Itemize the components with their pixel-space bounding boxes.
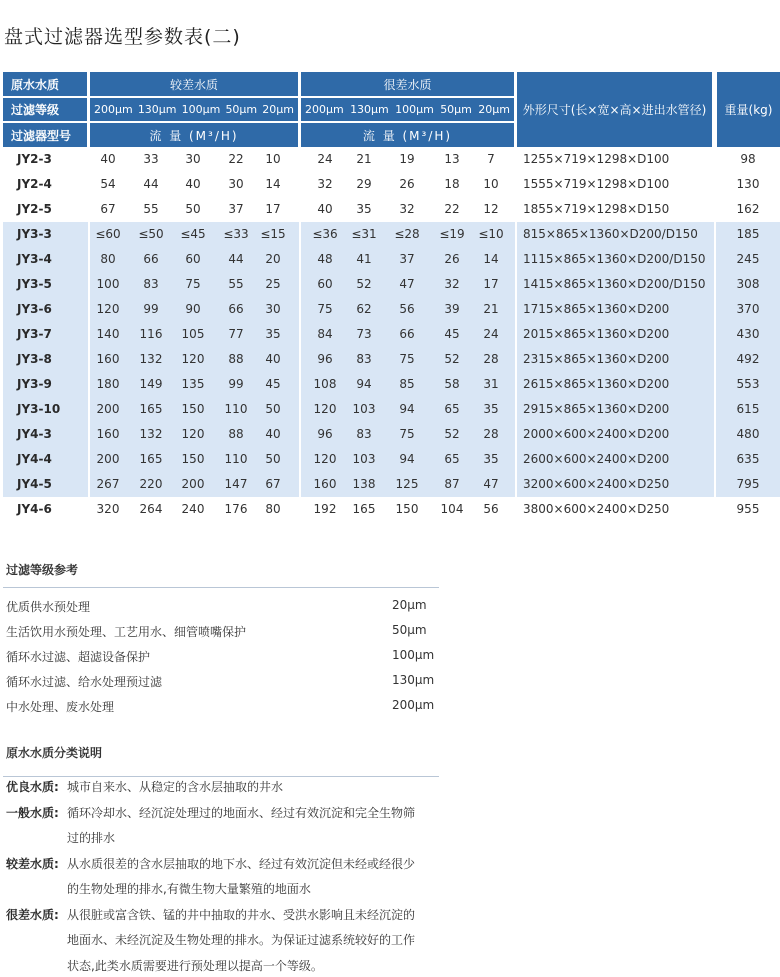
model-cell: JY4-5 bbox=[17, 477, 52, 491]
weight-cell: 162 bbox=[736, 202, 760, 216]
quality-description: 的生物处理的排水,有微生物大量繁殖的地面水 bbox=[67, 882, 311, 896]
poor-flow-cell: 150 bbox=[181, 452, 205, 466]
very-poor-flow-cell: 47 bbox=[399, 277, 415, 291]
poor-flow-cell: 17 bbox=[265, 202, 281, 216]
poor-flow-cell: 30 bbox=[185, 152, 201, 166]
very-poor-flow-cell: 104 bbox=[440, 502, 464, 516]
poor-flow-cell: 132 bbox=[139, 427, 163, 441]
weight-cell: 553 bbox=[736, 377, 760, 391]
poor-flow-cell: 110 bbox=[224, 452, 248, 466]
very-poor-flow-cell: 35 bbox=[483, 402, 499, 416]
poor-flow-cell: 35 bbox=[265, 327, 281, 341]
grade-label: 50μm bbox=[440, 103, 472, 116]
very-poor-flow-cell: 120 bbox=[313, 402, 337, 416]
water-quality-title: 原水水质分类说明 bbox=[6, 746, 103, 760]
poor-flow-cell: 88 bbox=[228, 427, 244, 441]
poor-flow-cell: 200 bbox=[96, 452, 120, 466]
model-cell: JY3-5 bbox=[17, 277, 52, 291]
header-weight: 重量(kg) bbox=[717, 72, 780, 147]
poor-flow-cell: 90 bbox=[185, 302, 201, 316]
very-poor-flow-cell: 160 bbox=[313, 477, 337, 491]
very-poor-flow-cell: 84 bbox=[317, 327, 333, 341]
reference-description: 优质供水预处理 bbox=[6, 600, 91, 614]
poor-flow-cell: 150 bbox=[181, 402, 205, 416]
very-poor-flow-cell: 21 bbox=[483, 302, 499, 316]
poor-flow-cell: ≤50 bbox=[138, 227, 164, 241]
poor-flow-cell: 110 bbox=[224, 402, 248, 416]
very-poor-flow-cell: 58 bbox=[444, 377, 460, 391]
very-poor-flow-cell: 65 bbox=[444, 452, 460, 466]
quality-item bbox=[6, 853, 59, 875]
very-poor-flow-cell: 75 bbox=[399, 352, 415, 366]
very-poor-flow-cell: 29 bbox=[356, 177, 372, 191]
very-poor-flow-cell: 138 bbox=[352, 477, 376, 491]
poor-flow-cell: 83 bbox=[143, 277, 159, 291]
model-cell: JY3-7 bbox=[17, 327, 52, 341]
page-title: 盘式过滤器选型参数表(二) bbox=[4, 26, 241, 48]
header-dimensions: 外形尺寸(长×宽×高×进出水管径) bbox=[517, 72, 712, 147]
poor-flow-cell: 88 bbox=[228, 352, 244, 366]
very-poor-flow-cell: 32 bbox=[399, 202, 415, 216]
very-poor-flow-cell: 103 bbox=[352, 452, 376, 466]
reference-grade: 100μm bbox=[392, 648, 435, 662]
table-row bbox=[3, 247, 780, 272]
model-cell: JY4-4 bbox=[17, 452, 52, 466]
very-poor-flow-cell: 28 bbox=[483, 352, 499, 366]
table-row bbox=[3, 372, 780, 397]
reference-description: 生活饮用水预处理、工艺用水、细管喷嘴保护 bbox=[6, 625, 247, 639]
table-row bbox=[3, 147, 780, 172]
very-poor-flow-cell: 21 bbox=[356, 152, 372, 166]
table-row bbox=[3, 222, 780, 247]
weight-cell: 245 bbox=[736, 252, 760, 266]
dimensions-cell: 2915×865×1360×D200 bbox=[523, 402, 670, 416]
poor-flow-cell: 40 bbox=[265, 427, 281, 441]
dimensions-cell: 1415×865×1360×D200/D150 bbox=[523, 277, 706, 291]
reference-grade: 130μm bbox=[392, 673, 435, 687]
reference-grade: 50μm bbox=[392, 623, 427, 637]
filter-reference-item bbox=[6, 648, 438, 670]
poor-flow-cell: 40 bbox=[100, 152, 116, 166]
grade-label: 130μm bbox=[137, 103, 177, 116]
poor-flow-cell: 25 bbox=[265, 277, 281, 291]
very-poor-flow-cell: 35 bbox=[356, 202, 372, 216]
poor-flow-cell: 132 bbox=[139, 352, 163, 366]
very-poor-flow-cell: 26 bbox=[399, 177, 415, 191]
quality-description: 状态,此类水质需要进行预处理以提高一个等级。 bbox=[67, 958, 323, 973]
table-row bbox=[3, 172, 780, 197]
poor-flow-cell: 30 bbox=[228, 177, 244, 191]
quality-label: 较差水质: bbox=[6, 856, 59, 871]
very-poor-flow-cell: 19 bbox=[399, 152, 415, 166]
poor-flow-cell: 320 bbox=[96, 502, 120, 516]
very-poor-flow-cell: 22 bbox=[444, 202, 460, 216]
table-row bbox=[3, 397, 780, 422]
model-cell: JY3-4 bbox=[17, 252, 52, 266]
dimensions-cell: 1715×865×1360×D200 bbox=[523, 302, 670, 316]
very-poor-flow-cell: 73 bbox=[356, 327, 372, 341]
poor-flow-cell: 240 bbox=[181, 502, 205, 516]
poor-flow-cell: ≤45 bbox=[180, 227, 206, 241]
poor-flow-cell: 50 bbox=[265, 402, 281, 416]
header-poor-flow: 流 量 (M³/H) bbox=[90, 123, 298, 147]
very-poor-flow-cell: 108 bbox=[313, 377, 337, 391]
grade-label: 100μm bbox=[395, 103, 434, 116]
poor-flow-cell: 55 bbox=[143, 202, 159, 216]
poor-flow-cell: 80 bbox=[100, 252, 116, 266]
poor-flow-cell: ≤60 bbox=[95, 227, 121, 241]
very-poor-flow-cell: 32 bbox=[317, 177, 333, 191]
poor-flow-cell: 160 bbox=[96, 427, 120, 441]
very-poor-flow-cell: 83 bbox=[356, 352, 372, 366]
selection-table bbox=[3, 72, 780, 524]
very-poor-flow-cell: 94 bbox=[399, 402, 415, 416]
dimensions-cell: 2615×865×1360×D200 bbox=[523, 377, 670, 391]
very-poor-flow-cell: 10 bbox=[483, 177, 499, 191]
poor-flow-cell: 149 bbox=[139, 377, 163, 391]
grade-label: 100μm bbox=[181, 103, 221, 116]
very-poor-flow-cell: 35 bbox=[483, 452, 499, 466]
reference-description: 循环水过滤、超滤设备保护 bbox=[6, 650, 151, 664]
poor-flow-cell: 30 bbox=[265, 302, 281, 316]
very-poor-flow-cell: 120 bbox=[313, 452, 337, 466]
dimensions-cell: 2315×865×1360×D200 bbox=[523, 352, 670, 366]
very-poor-flow-cell: 125 bbox=[395, 477, 419, 491]
model-cell: JY2-4 bbox=[17, 177, 52, 191]
quality-description: 从很脏或富含铁、锰的井中抽取的井水、受洪水影响且未经沉淀的 bbox=[67, 907, 416, 922]
poor-flow-cell: ≤15 bbox=[260, 227, 286, 241]
model-cell: JY2-3 bbox=[17, 152, 52, 166]
very-poor-flow-cell: 31 bbox=[483, 377, 499, 391]
poor-flow-cell: 60 bbox=[185, 252, 201, 266]
poor-flow-cell: 50 bbox=[185, 202, 201, 216]
very-poor-flow-cell: 52 bbox=[444, 427, 460, 441]
very-poor-flow-cell: 85 bbox=[399, 377, 415, 391]
very-poor-flow-cell: 14 bbox=[483, 252, 499, 266]
very-poor-flow-cell: 24 bbox=[483, 327, 499, 341]
very-poor-flow-cell: 24 bbox=[317, 152, 333, 166]
table-row bbox=[3, 197, 780, 222]
weight-cell: 480 bbox=[736, 427, 760, 441]
weight-cell: 308 bbox=[736, 277, 760, 291]
quality-item bbox=[6, 904, 59, 926]
quality-description: 地面水、未经沉淀及生物处理的排水。为保证过滤系统较好的工作 bbox=[67, 933, 416, 947]
very-poor-flow-cell: 48 bbox=[317, 252, 333, 266]
poor-flow-cell: 66 bbox=[228, 302, 244, 316]
poor-flow-cell: 165 bbox=[139, 402, 163, 416]
weight-cell: 635 bbox=[736, 452, 760, 466]
poor-flow-cell: 105 bbox=[181, 327, 205, 341]
reference-description: 循环水过滤、给水处理预过滤 bbox=[6, 675, 163, 689]
header-very-poor-quality: 很差水质 bbox=[301, 72, 514, 96]
very-poor-flow-cell: 103 bbox=[352, 402, 376, 416]
weight-cell: 130 bbox=[736, 177, 760, 191]
dimensions-cell: 2000×600×2400×D200 bbox=[523, 427, 670, 441]
very-poor-flow-cell: 192 bbox=[313, 502, 337, 516]
very-poor-flow-cell: ≤28 bbox=[394, 227, 420, 241]
very-poor-flow-cell: 41 bbox=[356, 252, 372, 266]
very-poor-flow-cell: 94 bbox=[399, 452, 415, 466]
poor-flow-cell: 55 bbox=[228, 277, 244, 291]
header-label-quality: 原水水质 bbox=[3, 72, 87, 96]
grade-label: 50μm bbox=[225, 103, 258, 116]
dimensions-cell: 2015×865×1360×D200 bbox=[523, 327, 670, 341]
poor-flow-cell: 99 bbox=[228, 377, 244, 391]
very-poor-flow-cell: 47 bbox=[483, 477, 499, 491]
header-very-poor-grades bbox=[301, 98, 514, 121]
model-cell: JY4-6 bbox=[17, 502, 52, 516]
grade-label: 20μm bbox=[262, 103, 294, 116]
poor-flow-cell: 66 bbox=[143, 252, 159, 266]
quality-item bbox=[6, 776, 59, 798]
poor-flow-cell: 264 bbox=[139, 502, 163, 516]
poor-flow-cell: 67 bbox=[100, 202, 116, 216]
very-poor-flow-cell: 75 bbox=[399, 427, 415, 441]
very-poor-flow-cell: 75 bbox=[317, 302, 333, 316]
table-row bbox=[3, 297, 780, 322]
grade-label: 20μm bbox=[478, 103, 510, 116]
quality-description: 循环冷却水、经沉淀处理过的地面水、经过有效沉淀和完全生物筛 bbox=[67, 805, 416, 820]
very-poor-flow-cell: 150 bbox=[395, 502, 419, 516]
quality-description: 城市自来水、从稳定的含水层抽取的井水 bbox=[67, 780, 284, 794]
poor-flow-cell: 44 bbox=[143, 177, 159, 191]
quality-item bbox=[6, 802, 59, 824]
header-label-grade: 过滤等级 bbox=[3, 98, 87, 121]
header-very-poor-flow: 流 量 (M³/H) bbox=[301, 123, 514, 147]
filter-reference-item bbox=[6, 623, 438, 645]
very-poor-flow-cell: ≤36 bbox=[312, 227, 338, 241]
poor-flow-cell: 100 bbox=[96, 277, 120, 291]
poor-flow-cell: 220 bbox=[139, 477, 163, 491]
dimensions-cell: 3200×600×2400×D250 bbox=[523, 477, 670, 491]
reference-grade: 20μm bbox=[392, 598, 427, 612]
table-row bbox=[3, 272, 780, 297]
poor-flow-cell: 147 bbox=[224, 477, 248, 491]
very-poor-flow-cell: 96 bbox=[317, 427, 333, 441]
very-poor-flow-cell: 56 bbox=[399, 302, 415, 316]
very-poor-flow-cell: 12 bbox=[483, 202, 499, 216]
very-poor-flow-cell: 39 bbox=[444, 302, 460, 316]
quality-description: 过的排水 bbox=[67, 831, 116, 845]
poor-flow-cell: 120 bbox=[181, 427, 205, 441]
poor-flow-cell: 80 bbox=[265, 502, 281, 516]
very-poor-flow-cell: 65 bbox=[444, 402, 460, 416]
weight-cell: 98 bbox=[740, 152, 756, 166]
grade-label: 200μm bbox=[305, 103, 344, 116]
dimensions-cell: 1255×719×1298×D100 bbox=[523, 152, 670, 166]
poor-flow-cell: 14 bbox=[265, 177, 281, 191]
very-poor-flow-cell: 52 bbox=[444, 352, 460, 366]
poor-flow-cell: 40 bbox=[265, 352, 281, 366]
poor-flow-cell: 135 bbox=[181, 377, 205, 391]
header-poor-quality: 较差水质 bbox=[90, 72, 298, 96]
poor-flow-cell: 140 bbox=[96, 327, 120, 341]
very-poor-flow-cell: 26 bbox=[444, 252, 460, 266]
poor-flow-cell: 165 bbox=[139, 452, 163, 466]
divider bbox=[3, 587, 439, 588]
model-cell: JY2-5 bbox=[17, 202, 52, 216]
poor-flow-cell: 10 bbox=[265, 152, 281, 166]
quality-label: 一般水质: bbox=[6, 805, 59, 820]
very-poor-flow-cell: 66 bbox=[399, 327, 415, 341]
dimensions-cell: 1855×719×1298×D150 bbox=[523, 202, 670, 216]
poor-flow-cell: 160 bbox=[96, 352, 120, 366]
poor-flow-cell: 54 bbox=[100, 177, 116, 191]
dimensions-cell: 3800×600×2400×D250 bbox=[523, 502, 670, 516]
very-poor-flow-cell: 18 bbox=[444, 177, 460, 191]
poor-flow-cell: 50 bbox=[265, 452, 281, 466]
reference-description: 中水处理、废水处理 bbox=[6, 700, 115, 714]
poor-flow-cell: 176 bbox=[224, 502, 248, 516]
table-row bbox=[3, 422, 780, 447]
header-label-model: 过滤器型号 bbox=[3, 123, 87, 147]
weight-cell: 430 bbox=[736, 327, 760, 341]
weight-cell: 795 bbox=[736, 477, 760, 491]
quality-label: 优良水质: bbox=[6, 780, 59, 794]
poor-flow-cell: 40 bbox=[185, 177, 201, 191]
very-poor-flow-cell: ≤31 bbox=[351, 227, 377, 241]
filter-reference-item bbox=[6, 598, 438, 620]
very-poor-flow-cell: 17 bbox=[483, 277, 499, 291]
poor-flow-cell: 67 bbox=[265, 477, 281, 491]
very-poor-flow-cell: ≤19 bbox=[439, 227, 465, 241]
very-poor-flow-cell: ≤10 bbox=[478, 227, 504, 241]
grade-label: 130μm bbox=[350, 103, 389, 116]
very-poor-flow-cell: 165 bbox=[352, 502, 376, 516]
very-poor-flow-cell: 7 bbox=[487, 152, 495, 166]
very-poor-flow-cell: 52 bbox=[356, 277, 372, 291]
poor-flow-cell: 120 bbox=[96, 302, 120, 316]
filter-reference-item bbox=[6, 698, 438, 720]
very-poor-flow-cell: 28 bbox=[483, 427, 499, 441]
model-cell: JY3-6 bbox=[17, 302, 52, 316]
very-poor-flow-cell: 56 bbox=[483, 502, 499, 516]
poor-flow-cell: 180 bbox=[96, 377, 120, 391]
very-poor-flow-cell: 96 bbox=[317, 352, 333, 366]
very-poor-flow-cell: 45 bbox=[444, 327, 460, 341]
poor-flow-cell: ≤33 bbox=[223, 227, 249, 241]
poor-flow-cell: 77 bbox=[228, 327, 244, 341]
filter-reference-title: 过滤等级参考 bbox=[6, 563, 79, 577]
dimensions-cell: 815×865×1360×D200/D150 bbox=[523, 227, 698, 241]
model-cell: JY3-8 bbox=[17, 352, 52, 366]
very-poor-flow-cell: 40 bbox=[317, 202, 333, 216]
model-cell: JY3-3 bbox=[17, 227, 52, 241]
dimensions-cell: 1115×865×1360×D200/D150 bbox=[523, 252, 706, 266]
poor-flow-cell: 45 bbox=[265, 377, 281, 391]
poor-flow-cell: 44 bbox=[228, 252, 244, 266]
header-poor-grades bbox=[90, 98, 298, 121]
model-cell: JY4-3 bbox=[17, 427, 52, 441]
model-cell: JY3-9 bbox=[17, 377, 52, 391]
poor-flow-cell: 75 bbox=[185, 277, 201, 291]
very-poor-flow-cell: 60 bbox=[317, 277, 333, 291]
weight-cell: 955 bbox=[736, 502, 760, 516]
table-row bbox=[3, 472, 780, 497]
filter-reference-item bbox=[6, 673, 438, 695]
very-poor-flow-cell: 87 bbox=[444, 477, 460, 491]
poor-flow-cell: 99 bbox=[143, 302, 159, 316]
dimensions-cell: 1555×719×1298×D100 bbox=[523, 177, 670, 191]
poor-flow-cell: 116 bbox=[139, 327, 163, 341]
quality-description: 从水质很差的含水层抽取的地下水、经过有效沉淀但未经或经很少 bbox=[67, 856, 416, 871]
weight-cell: 185 bbox=[736, 227, 760, 241]
very-poor-flow-cell: 13 bbox=[444, 152, 460, 166]
reference-grade: 200μm bbox=[392, 698, 435, 712]
poor-flow-cell: 200 bbox=[96, 402, 120, 416]
very-poor-flow-cell: 32 bbox=[444, 277, 460, 291]
table-row bbox=[3, 347, 780, 372]
table-row bbox=[3, 447, 780, 472]
table-row bbox=[3, 322, 780, 347]
weight-cell: 615 bbox=[736, 402, 760, 416]
poor-flow-cell: 267 bbox=[96, 477, 120, 491]
poor-flow-cell: 22 bbox=[228, 152, 244, 166]
very-poor-flow-cell: 37 bbox=[399, 252, 415, 266]
grade-label: 200μm bbox=[94, 103, 133, 116]
dimensions-cell: 2600×600×2400×D200 bbox=[523, 452, 670, 466]
model-cell: JY3-10 bbox=[17, 402, 61, 416]
poor-flow-cell: 20 bbox=[265, 252, 281, 266]
poor-flow-cell: 120 bbox=[181, 352, 205, 366]
very-poor-flow-cell: 83 bbox=[356, 427, 372, 441]
very-poor-flow-cell: 62 bbox=[356, 302, 372, 316]
weight-cell: 492 bbox=[736, 352, 760, 366]
poor-flow-cell: 37 bbox=[228, 202, 244, 216]
quality-label: 很差水质: bbox=[6, 907, 59, 922]
table-row bbox=[3, 497, 780, 522]
very-poor-flow-cell: 94 bbox=[356, 377, 372, 391]
weight-cell: 370 bbox=[736, 302, 760, 316]
poor-flow-cell: 200 bbox=[181, 477, 205, 491]
poor-flow-cell: 33 bbox=[143, 152, 159, 166]
